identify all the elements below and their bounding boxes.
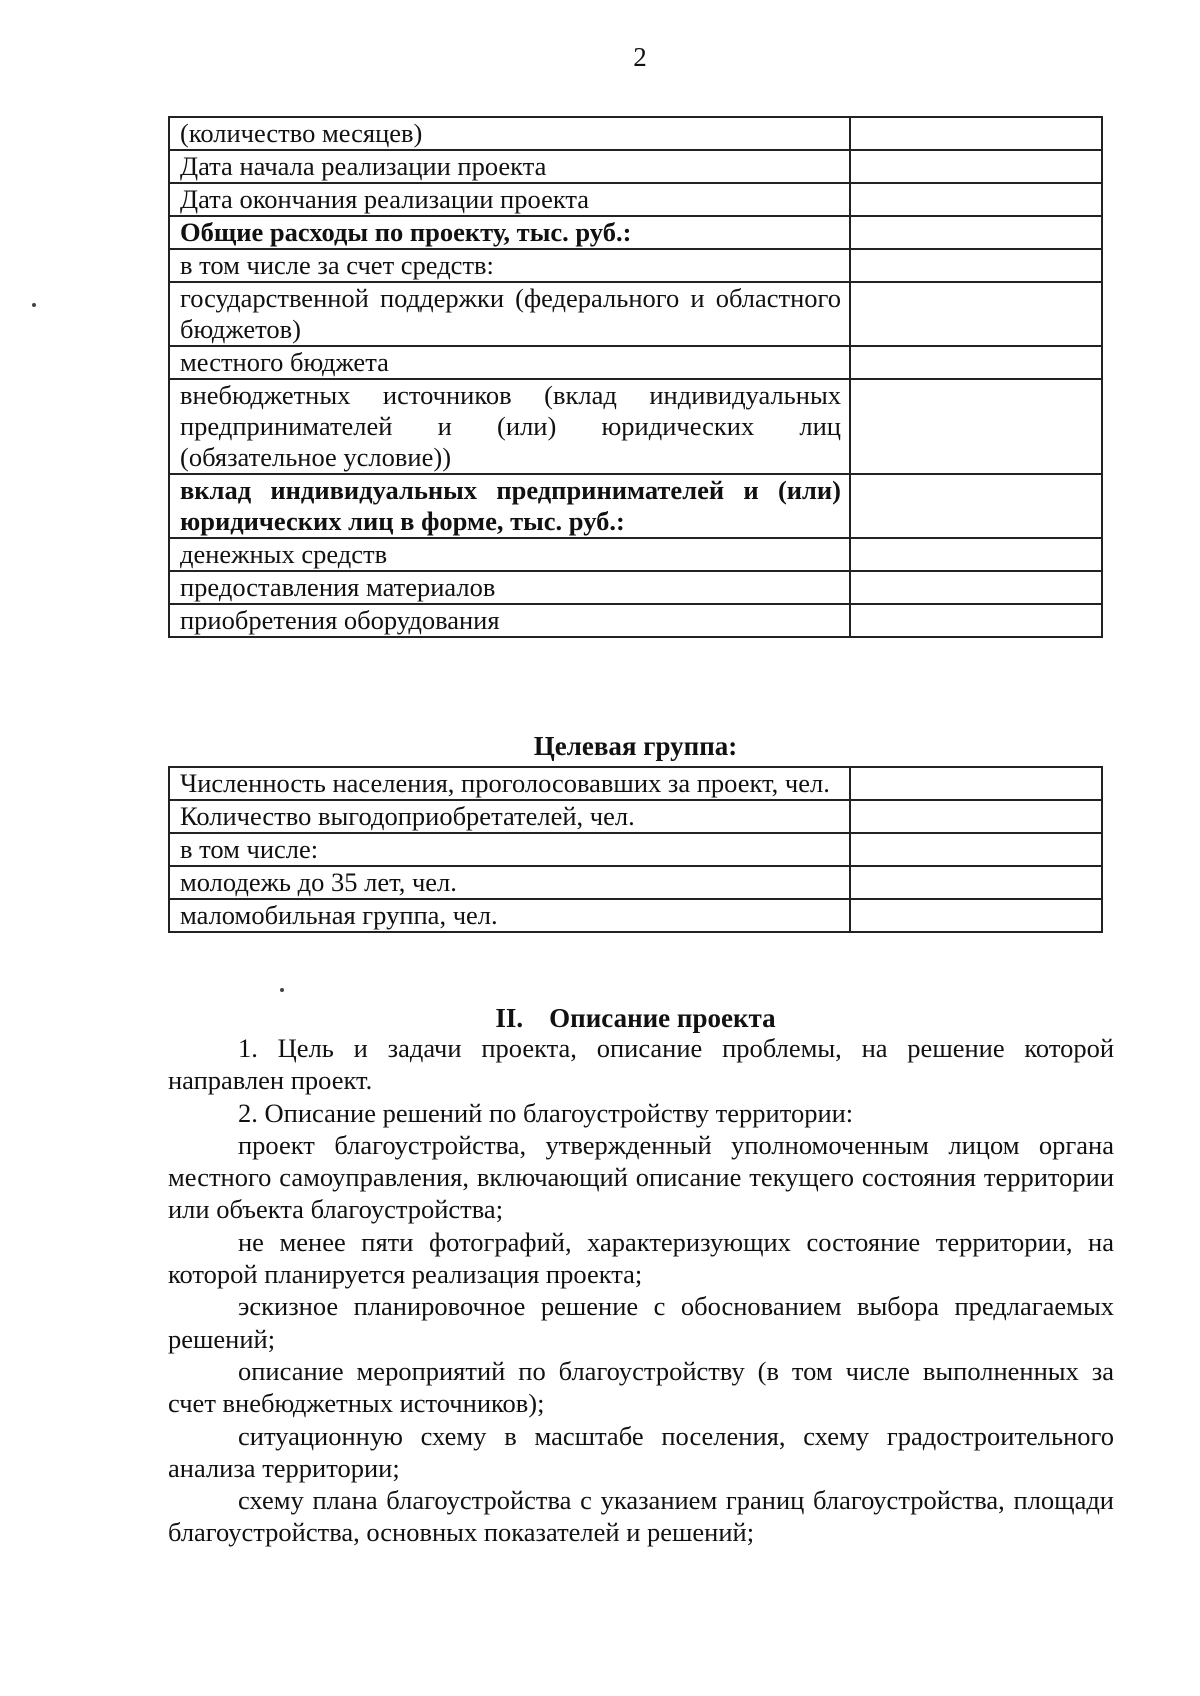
paragraph: не менее пяти фотографий, характеризующих состояние территории, на которой планируется реализация проекта;	[168, 1226, 1114, 1290]
table-row	[169, 538, 1102, 571]
target-group-table	[168, 766, 1103, 933]
table-row	[169, 249, 1102, 282]
row-value-cell[interactable]	[850, 117, 1102, 150]
section-heading	[168, 1003, 1103, 1034]
table-row	[169, 474, 1102, 538]
row-label: маломобильная группа, чел.	[169, 899, 850, 932]
table-row	[169, 282, 1102, 346]
row-value-cell[interactable]	[850, 604, 1102, 637]
row-value-cell[interactable]	[850, 767, 1102, 800]
table-row	[169, 183, 1102, 216]
paragraph: 1. Цель и задачи проекта, описание проблемы, на решение которой направлен проект.	[168, 1033, 1114, 1096]
row-value-cell[interactable]	[850, 800, 1102, 833]
row-value-cell[interactable]	[850, 379, 1102, 474]
table-row	[169, 833, 1102, 866]
table-row	[169, 571, 1102, 604]
scan-speck	[32, 303, 36, 307]
row-label: местного бюджета	[169, 346, 850, 379]
row-label: приобретения оборудования	[169, 604, 850, 637]
row-value-cell[interactable]	[850, 150, 1102, 183]
paragraph: описание мероприятий по благоустройству (в том числе выполненных за счет внебюджетных источников);	[168, 1355, 1114, 1419]
row-label: Общие расходы по проекту, тыс. руб.:	[169, 216, 850, 249]
row-label: предоставления материалов	[169, 571, 850, 604]
row-value-cell[interactable]	[850, 282, 1102, 346]
row-value-cell[interactable]	[850, 183, 1102, 216]
row-label: молодежь до 35 лет, чел.	[169, 866, 850, 899]
row-label: Количество выгодоприобретателей, чел.	[169, 800, 850, 833]
row-label: внебюджетных источников (вклад индивидуальных предпринимателей и (или) юридических лиц (обязательное условие))	[169, 379, 850, 474]
table-row	[169, 604, 1102, 637]
row-value-cell[interactable]	[850, 571, 1102, 604]
row-label: Дата окончания реализации проекта	[169, 183, 850, 216]
row-value-cell[interactable]	[850, 474, 1102, 538]
row-label: денежных средств	[169, 538, 850, 571]
paragraph: 2. Описание решений по благоустройству территории:	[238, 1097, 854, 1128]
table-row	[169, 346, 1102, 379]
section-title: Описание проекта	[549, 1003, 776, 1033]
row-value-cell[interactable]	[850, 346, 1102, 379]
paragraph: схему плана благоустройства с указанием границ благоустройства, площади благоустройства, основных показателей и решений;	[168, 1485, 1114, 1548]
table-row	[169, 767, 1102, 800]
paragraph: проект благоустройства, утвержденный уполномоченным лицом органа местного самоуправления, включающий описание текущего состояния территории или объекта благоустройства;	[168, 1129, 1114, 1225]
row-value-cell[interactable]	[850, 249, 1102, 282]
paragraph: ситуационную схему в масштабе поселения, схему градостроительного анализа территории;	[168, 1420, 1114, 1483]
table-row	[169, 899, 1102, 932]
row-label: в том числе за счет средств:	[169, 249, 850, 282]
table-row	[169, 150, 1102, 183]
row-value-cell[interactable]	[850, 538, 1102, 571]
row-label: Численность населения, проголосовавших за проект, чел.	[169, 767, 850, 800]
page-number: 2	[633, 42, 647, 72]
row-label: вклад индивидуальных предпринимателей и (или) юридических лиц в форме, тыс. руб.:	[169, 474, 850, 538]
row-label: (количество месяцев)	[169, 117, 850, 150]
section-body	[168, 1032, 1114, 1549]
row-value-cell[interactable]	[850, 866, 1102, 899]
row-value-cell[interactable]	[850, 833, 1102, 866]
budget-table	[168, 116, 1103, 638]
row-value-cell[interactable]	[850, 216, 1102, 249]
table-row	[169, 800, 1102, 833]
table-row	[169, 866, 1102, 899]
table-row	[169, 117, 1102, 150]
row-label: в том числе:	[169, 833, 850, 866]
paragraph: эскизное планировочное решение с обоснованием выбора предлагаемых решений;	[168, 1291, 1114, 1354]
row-value-cell[interactable]	[850, 899, 1102, 932]
scan-speck	[280, 988, 284, 992]
table-row	[169, 379, 1102, 474]
target-group-title: Целевая группа:	[533, 731, 738, 761]
section-number: II.	[495, 1003, 524, 1033]
table-row	[169, 216, 1102, 249]
row-label: Дата начала реализации проекта	[169, 150, 850, 183]
row-label: государственной поддержки (федерального и областного бюджетов)	[169, 282, 850, 346]
